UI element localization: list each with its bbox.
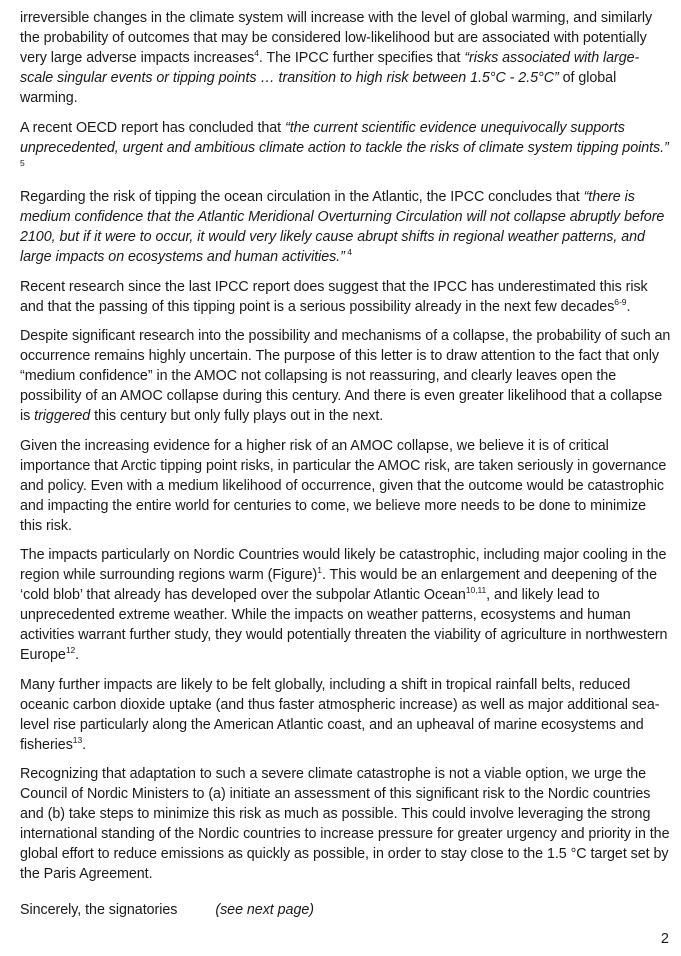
paragraph-text: A recent OECD report has concluded that bbox=[20, 119, 286, 136]
paragraph-text: Recognizing that adaptation to such a severe climate catastrophe is not a viable option, we urge the Council of Nordic Ministers to (a) initiate an assessment of this significant risk to the Nordic countries and (b) take steps to minimize this risk as much as possible. This could involve leveraging the strong international standing of the Nordic countries to increase pressure for greater urgency and priority in the global effort to reduce emissions as quickly as possible, in order to stay close to the 1.5 °C target set by the Paris Agreement. bbox=[20, 766, 670, 882]
paragraph-oecd-report bbox=[20, 118, 672, 178]
paragraph-governance bbox=[20, 436, 672, 536]
citation-superscript: 6-9 bbox=[614, 296, 627, 307]
paragraph-text: . bbox=[75, 647, 80, 663]
paragraph-text: Given the increasing evidence for a higher risk of an AMOC collapse, we believe it is of critical importance that Arctic tipping point risks, in particular the AMOC risk, are taken seriously in governance and policy. Even with a medium likelihood of occurrence, given that the outcome would be catastrophic and impacting the entire world for centuries to come, we believe more needs to be done to minimize this risk. bbox=[20, 437, 667, 534]
citation-superscript: 10,11 bbox=[465, 585, 487, 595]
paragraph-text: Despite significant research into the possibility and mechanisms of a collapse, the probability of such an occurrence remains highly uncertain. The purpose of this letter is to draw attention to the fact that only “medium confidence” in the AMOC not collapsing is not reassuring, and clearly leaves open the possibility of an AMOC collapse during this century. And there is even greater likelihood that a collapse is bbox=[20, 328, 671, 424]
citation-superscript: 4 bbox=[344, 247, 352, 257]
citation-superscript: 13 bbox=[72, 734, 83, 745]
paragraph-text: The impacts particularly on Nordic Countries would likely be catastrophic, including major cooling in the region while surrounding regions warm (Figure) bbox=[20, 547, 667, 583]
paragraph-ipcc-risks bbox=[20, 8, 672, 108]
paragraph-text: Many further impacts are likely to be felt globally, including a shift in tropical rainfall belts, reduced oceanic carbon dioxide uptake (and thus faster atmospheric increase) as well as major additional sea-level rise particularly along the American Atlantic coast, and an upheaval of marine ecosystems and fisheries bbox=[20, 676, 660, 753]
letter-body bbox=[20, 8, 672, 930]
citation-superscript: 5 bbox=[20, 157, 25, 168]
closing-text: Sincerely, the signatories bbox=[20, 902, 178, 918]
amoc-quote: “there is medium confidence that the Atlantic Meridional Overturning Circulation will not collapse abruptly before 2100, but if it were to occur, it would very likely cause abrupt shifts in regional weather patterns, and large impacts on ecosystems and human activities.” bbox=[20, 189, 665, 265]
paragraph-text: Recent research since the last IPCC report does suggest that the IPCC has underestimated this risk and that the passing of this tipping point is a serious possibility already in the next few decades bbox=[20, 278, 648, 315]
paragraph-recent-research bbox=[20, 277, 672, 317]
paragraph-text: . bbox=[626, 298, 631, 315]
citation-superscript: 1 bbox=[317, 565, 322, 575]
closing-line bbox=[20, 900, 672, 920]
citation-superscript: 12 bbox=[65, 645, 76, 655]
paragraph-global-impacts bbox=[20, 675, 672, 755]
paragraph-text: of global warming. bbox=[20, 70, 617, 106]
paragraph-text: , and likely lead to unprecedented extreme weather. While the impacts on weather patterns, ecosystems and human activities warrant further study, they would potentially threaten the viability of agriculture in northwestern Europe bbox=[20, 587, 668, 663]
paragraph-call-to-action bbox=[20, 764, 672, 884]
oecd-quote: “the current scientific evidence unequivocally supports unprecedented, urgent and ambitious climate action to tackle the risks of climate system tipping points.” bbox=[20, 119, 669, 156]
paragraph-nordic-impacts bbox=[20, 545, 672, 665]
emphasis-triggered: triggered bbox=[34, 408, 91, 424]
paragraph-text: irreversible changes in the climate system will increase with the level of global warming, and similarly the probability of outcomes that may be considered low-likelihood but are associated with potentially very large adverse impacts increases bbox=[20, 10, 653, 66]
closing-note: (see next page) bbox=[215, 902, 314, 918]
ipcc-quote: “risks associated with large-scale singular events or tipping points … transition to high risk between 1.5°C - 2.5°C” bbox=[20, 50, 640, 86]
paragraph-text: . bbox=[82, 736, 87, 753]
page-number: 2 bbox=[660, 931, 669, 947]
citation-superscript: 4 bbox=[254, 48, 259, 58]
paragraph-text: Regarding the risk of tipping the ocean circulation in the Atlantic, the IPCC concludes that bbox=[20, 189, 584, 205]
paragraph-text: this century but only fully plays out in the next. bbox=[90, 408, 384, 424]
paragraph-amoc-ipcc bbox=[20, 187, 672, 267]
paragraph-text: . This would be an enlargement and deepening of the ‘cold blob’ that already has developed over the subpolar Atlantic Ocean bbox=[20, 567, 657, 603]
paragraph-purpose bbox=[20, 326, 672, 426]
paragraph-text: . The IPCC further specifies that bbox=[258, 50, 465, 66]
